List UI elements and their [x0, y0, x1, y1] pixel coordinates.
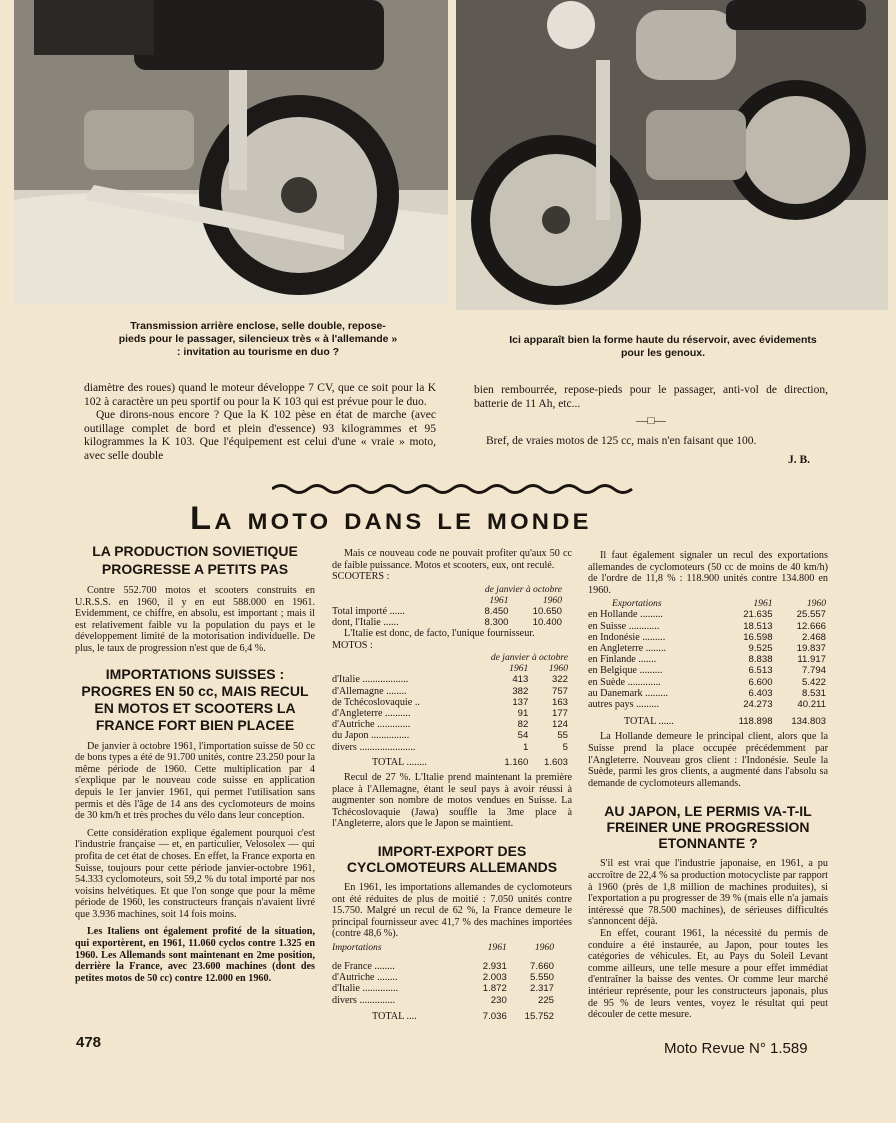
author-signature: J. B. [787, 454, 810, 467]
cell-1961: 2.003 [482, 972, 507, 984]
year-1961: 1961 [487, 941, 507, 953]
cell-1960: 25.557 [796, 609, 826, 621]
cell-1961: 91 [517, 707, 529, 719]
table-row [588, 621, 826, 632]
table-row [332, 674, 568, 685]
exports-table [588, 598, 826, 727]
row-label: Total importé ...... [332, 605, 405, 617]
cell-1960: 1.603 [543, 756, 568, 768]
scooters-table [332, 584, 562, 628]
row-label: en Suisse ............ [588, 620, 660, 632]
row-label: en Hollande ......... [588, 609, 663, 621]
row-label: autres pays ......... [588, 699, 660, 710]
table-row [588, 643, 826, 654]
paragraph: Que dirons-nous encore ? Que la K 102 pèse en état de marche (avec outillage complet de bord et plein d'essence) 93 kilogrammes et 95 kilogrammes la K 103. Que l'équipement est celui d'une « vraie » moto, avec selle double [84, 409, 436, 462]
cell-1961: 6.513 [748, 665, 773, 677]
exports-header: Exportations [612, 598, 662, 610]
row-label: TOTAL ........ [372, 756, 427, 768]
paragraph: Contre 552.700 motos et scooters construits en U.R.S.S. en 1960, il y en eut 588.000 en 1961. Evidemment, ce chiffre, en absolu, est important ; mais il est relativement faible vu la population du pays et le développement limité de la motorisation individuelle. De plus, le taux de progression n'est que de 6,4 %. [75, 585, 315, 654]
paragraph: Les Italiens ont également profité de la situation, qui exportèrent, en 1961, 11.060 cyclos contre 1.325 en 1960. Les Allemands sont maintenant en 2me position, derrière la France, avec 23.600 machines (dont des petites motos de 50 cc) contre 12.000 en 1960. [75, 926, 315, 984]
table-row [332, 606, 562, 617]
cell-1960: 2.468 [801, 631, 826, 643]
heading-swiss-imports: IMPORTATIONS SUISSES : PROGRES EN 50 cc, MAIS RECUL EN MOTOS ET SCOOTERS LA FRANCE FORT BIEN PLACEE [81, 665, 309, 733]
table-row [332, 708, 568, 719]
table-row [332, 697, 568, 708]
cell-1960: 15.752 [524, 1010, 554, 1022]
cell-1961: 82 [517, 719, 529, 731]
cell-1961: 54 [517, 730, 529, 742]
year-1960: 1960 [542, 594, 562, 606]
cell-1960: 11.917 [797, 654, 826, 666]
cell-1961: 1.160 [504, 756, 529, 768]
cell-1960: 124 [551, 719, 568, 731]
year-1961: 1961 [489, 594, 509, 606]
table-row [588, 699, 826, 710]
year-1960: 1960 [534, 941, 554, 953]
row-label: au Danemark ......... [588, 687, 669, 699]
paragraph: En 1961, les importations allemandes de cyclomoteurs ont été réduites de plus de moitié : 7.050 unités contre 15.750. Malgré un recul de 62 %, la France demeure le principal fournisseur avec 41,7 % des machines importées (contre 48,6 %). [332, 881, 572, 940]
row-label: du Japon ............... [332, 730, 410, 742]
cell-1961: 16.598 [743, 631, 773, 643]
cell-1961: 1.872 [482, 983, 507, 995]
period-header: de janvier à octobre [490, 652, 568, 664]
cell-1961: 7.036 [482, 1010, 507, 1022]
cell-1960: 7.660 [529, 960, 554, 972]
cell-1961: 21.635 [743, 609, 773, 621]
row-label: d'Italie .................. [332, 674, 409, 686]
cell-1961: 137 [512, 696, 529, 708]
paragraph: Bref, de vraies motos de 125 cc, mais n'en faisant que 100. [486, 434, 757, 447]
table-row [332, 995, 554, 1006]
table-row [332, 961, 554, 972]
row-label: de Tchécoslovaquie .. [332, 696, 420, 708]
table-row [332, 730, 568, 741]
row-label: divers .............. [332, 994, 396, 1006]
cell-1960: 7.794 [801, 665, 826, 677]
cell-1960: 134.803 [791, 716, 826, 728]
paragraph: En effet, courant 1961, la nécessité du permis de conduire a été instaurée, au Japon, pour toutes les catégories de véhicules. Et, au Pays du Soleil Levant comme ailleurs, une telle mesure a pour effet immédiat d'entraîner la baisse des ventes. Or comme leur marché intérieur représente, pour les constructeurs japonais, plus de 95 % de leurs ventes, voyez le résultat qui peut découler de cette mesure. [588, 927, 828, 1021]
row-label: d'Allemagne ........ [332, 685, 407, 697]
cell-1960: 177 [551, 707, 568, 719]
table-row [332, 742, 568, 753]
column-1 [75, 542, 315, 984]
section-title: La moto dans le monde [190, 500, 592, 536]
row-label: en Indonésie ......... [588, 631, 666, 643]
year-1960: 1960 [806, 598, 826, 610]
column-2 [332, 548, 572, 1022]
table-row [588, 632, 826, 643]
row-label: d'Angleterre .......... [332, 707, 411, 719]
motorcycle-photo-left [14, 0, 448, 304]
total-row [332, 1006, 554, 1022]
column-3 [588, 550, 828, 1021]
row-label: en Angleterre ........ [588, 642, 667, 654]
paragraph: diamètre des roues) quand le moteur développe 7 CV, que ce soit pour la K 102 à caractère un peu sportif ou pour la K 103 qui est prévue pour le duo. [84, 382, 436, 408]
imports-table [332, 942, 554, 1022]
paragraph: Il faut également signaler un recul des exportations allemandes de cyclomoteurs (50 cc de moins de 40 km/h) de l'ordre de 11,8 % : 118.900 unités contre 134.800 en 1960. [588, 550, 828, 596]
cell-1960: 757 [551, 685, 568, 697]
row-label: en Finlande ....... [588, 654, 657, 666]
cell-1960: 19.837 [796, 642, 826, 654]
year-1961: 1961 [753, 598, 773, 610]
table-row [332, 719, 568, 730]
paragraph: S'il est vrai que l'industrie japonaise, en 1961, a pu accroître de 22,4 % sa production motocycliste par rapport à 1960 (près de 1,8 million de machines produites), si l'exportation a pu progresser de 39 % (mais elle n'a jamais intéressé que 78.500 machines), de sérieuses difficultés s'annoncent déjà. [588, 858, 828, 928]
cell-1960: 10.400 [532, 616, 562, 628]
cell-1960: 322 [551, 674, 568, 686]
row-label: en Belgique ......... [588, 665, 663, 677]
cell-1961: 9.525 [748, 642, 773, 654]
motos-label: MOTOS : [332, 639, 373, 651]
row-label: d'Autriche ........ [332, 972, 398, 984]
cell-1960: 12.666 [796, 620, 826, 632]
cell-1961: 118.898 [738, 716, 773, 728]
total-row [332, 753, 568, 768]
cell-1960: 10.650 [532, 605, 562, 617]
period-header: de janvier à octobre [484, 583, 562, 595]
cell-1960: 225 [537, 994, 554, 1006]
cell-1961: 413 [512, 674, 529, 686]
table-row [588, 688, 826, 699]
table-row [332, 972, 554, 983]
paragraph: L'Italie est donc, de facto, l'unique fournisseur. [344, 628, 535, 640]
motorcycle-photo-right [456, 0, 888, 310]
table-row [332, 686, 568, 697]
photo-caption-right: Ici apparaît bien la forme haute du réservoir, avec évidements pour les genoux. [509, 334, 817, 359]
cell-1961: 6.600 [748, 676, 773, 688]
cell-1960: 8.531 [801, 687, 826, 699]
cell-1961: 24.273 [743, 699, 773, 710]
heading-soviet-production: LA PRODUCTION SOVIETIQUE PROGRESSE A PETITS PAS [92, 543, 298, 577]
motos-table [332, 652, 568, 768]
cell-1961: 18.513 [743, 620, 773, 632]
cell-1960: 5.550 [529, 972, 554, 984]
table-row [332, 617, 562, 628]
row-label: d'Autriche ............. [332, 719, 411, 731]
cell-1961: 8.300 [484, 616, 509, 628]
paragraph: Recul de 27 %. L'Italie prend maintenant la première place à l'Allemagne, étant le seul pays à avoir réussi à augmenter son nombre de motos vendues en Suisse. La Tchécoslovaquie (Jawa) souffle la 3me place à l'Angleterre, alors que le Japon se maintient. [332, 772, 572, 830]
cell-1961: 8.838 [748, 654, 773, 666]
row-label: dont, l'Italie ...... [332, 616, 399, 628]
separator: —□— [636, 415, 666, 428]
paragraph: bien rembourrée, repose-pieds pour le passager, anti-vol de direction, batterie de 11 Ah, etc... [474, 384, 828, 410]
article-continuation-right [474, 384, 828, 468]
cell-1960: 40.211 [797, 699, 826, 710]
cell-1960: 55 [557, 730, 568, 742]
table-row [588, 609, 826, 620]
row-label: en Suède ............. [588, 676, 661, 688]
scooters-label: SCOOTERS : [332, 571, 390, 583]
cell-1961: 8.450 [484, 605, 509, 617]
table-row [588, 654, 826, 665]
paragraph: Cette considération explique également pourquoi c'est l'industrie française — et, en particulier, Velosolex — qui profita de cet état de choses. En effet, la France exporta en Suisse, toujours pour cette période janvier-octobre 1961, 54.333 cyclomoteurs, soit 59,2 % du total importé par nos voisins helvétiques. Et que l'on songe que pour la même période de 1960, les constructeurs français n'avaient livré que 3.936 machines, soit 14 fois moins. [75, 827, 315, 920]
imports-header: Importations [332, 941, 382, 953]
row-label: TOTAL ...... [624, 716, 674, 728]
cell-1961: 1 [523, 741, 529, 753]
page-number: 478 [76, 1034, 102, 1051]
row-label: de France ........ [332, 960, 395, 972]
cell-1960: 5.422 [801, 676, 826, 688]
photo-caption-left: Transmission arrière enclose, selle double, repose-pieds pour le passager, silencieux très « à l'allemande » : invitation au tourisme en duo ? [118, 320, 398, 358]
paragraph: De janvier à octobre 1961, l'importation suisse de 50 cc de bons types a été de 91.700 unités, contre 23.250 pour la même période de 1960. Cette multiplication par 4 s'explique par le nouveau code suisse en application depuis le 1er janvier 1961, qui permet l'utilisation sans permis et dès l'âge de 14 ans des cyclomoteurs de moins de 30 km/h et très proches du vélo dans leur conception. [75, 740, 315, 822]
cell-1961: 2.931 [482, 960, 507, 972]
table-row [588, 677, 826, 688]
paragraph: Mais ce nouveau code ne pouvait profiter qu'aux 50 cc de faible puissance. Motos et scooters, eux, ont reculé. [332, 548, 572, 571]
cell-1961: 382 [512, 685, 529, 697]
table-row [332, 983, 554, 994]
heading-japan-license: AU JAPON, LE PERMIS VA-T-IL FREINER UNE PROGRESSION ETONNANTE ? [604, 803, 812, 852]
magazine-issue: Moto Revue N° 1.589 [664, 1040, 808, 1057]
cell-1961: 6.403 [748, 687, 773, 699]
table-row [588, 665, 826, 676]
row-label: d'Italie .............. [332, 983, 399, 995]
year-1961: 1961 [509, 663, 529, 675]
wavy-divider [272, 482, 636, 496]
cell-1961: 230 [490, 994, 507, 1006]
cell-1960: 2.317 [529, 983, 554, 995]
paragraph: La Hollande demeure le principal client, alors que la Suisse prend la place occupée précédemment par l'Angleterre. Nouveau gros client : l'Indonésie. Seule la Suède, parmi les gros clients, a augmenté dans l'absolu sa demande de cyclomoteurs allemands. [588, 731, 828, 789]
cell-1960: 5 [562, 741, 568, 753]
article-continuation-left [84, 382, 436, 464]
total-row [588, 710, 826, 727]
row-label: divers ...................... [332, 741, 416, 753]
row-label: TOTAL .... [372, 1010, 417, 1022]
year-1960: 1960 [548, 663, 568, 675]
cell-1960: 163 [551, 696, 568, 708]
heading-german-import-export: IMPORT-EXPORT DES CYCLOMOTEURS ALLEMANDS [346, 842, 558, 875]
